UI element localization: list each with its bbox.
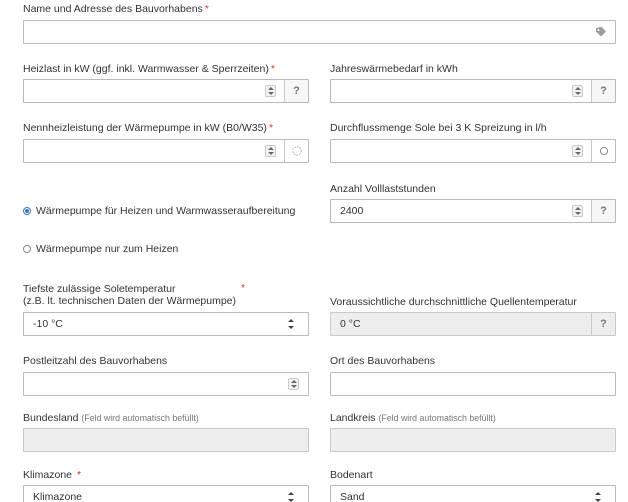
bodenart-select[interactable]: Sand	[330, 485, 616, 502]
volllast-help-button[interactable]: ?	[591, 200, 615, 222]
tag-icon	[596, 27, 607, 36]
select-arrow-icon	[595, 492, 601, 502]
tiefste-required: *	[241, 282, 246, 294]
heizlast-input[interactable]	[23, 79, 309, 103]
volllast-stepper[interactable]	[572, 205, 583, 217]
select-arrow-icon	[288, 319, 294, 329]
plz-label: Postleitzahl des Bauvorhabens	[23, 355, 168, 367]
quelle-label: Voraussichtliche durchschnittliche Quellentemperatur	[330, 296, 577, 308]
radio-selected-icon[interactable]	[23, 207, 31, 215]
durchfluss-stepper[interactable]	[572, 145, 583, 157]
radio-heizen-warmwasser[interactable]	[23, 205, 295, 217]
heizlast-label: Heizlast in kW (ggf. inkl. Warmwasser & Sperrzeiten) *	[23, 63, 275, 75]
heizlast-help-button[interactable]: ?	[284, 80, 308, 102]
bundesland-input	[23, 428, 309, 452]
tiefste-sublabel: (z.B. lt. technischen Daten der Wärmepumpe)	[23, 295, 237, 307]
radio-nur-heizen-label: Wärmepumpe nur zum Heizen	[36, 243, 179, 255]
quelle-input: 0 °C ?	[330, 312, 616, 336]
klimazone-label: Klimazone *	[23, 469, 82, 481]
ort-label: Ort des Bauvorhabens	[330, 355, 436, 367]
durchfluss-circle-button[interactable]	[591, 140, 615, 162]
jahreswaerme-stepper[interactable]	[572, 85, 583, 97]
bundesland-label: Bundesland (Feld wird automatisch befüllt)	[23, 412, 199, 424]
jahreswaerme-input[interactable]	[330, 79, 616, 103]
volllast-label: Anzahl Volllaststunden	[330, 183, 436, 195]
radio-unselected-icon[interactable]	[23, 245, 31, 253]
address-input[interactable]	[23, 20, 616, 44]
nennheiz-input[interactable]	[23, 139, 309, 163]
plz-input[interactable]	[23, 372, 309, 396]
nennheiz-stepper[interactable]	[265, 145, 276, 157]
radio-heizen-warmwasser-label: Wärmepumpe für Heizen und Warmwasseraufbereitung	[36, 205, 296, 217]
spinner-icon	[291, 145, 303, 157]
select-arrow-icon	[288, 492, 294, 502]
jahreswaerme-label: Jahreswärmebedarf in kWh	[330, 63, 458, 75]
quelle-help-button[interactable]: ?	[591, 313, 615, 335]
durchfluss-input[interactable]	[330, 139, 616, 163]
jahreswaerme-help-button[interactable]: ?	[591, 80, 615, 102]
klimazone-select[interactable]: Klimazone	[23, 485, 309, 502]
tiefste-select[interactable]: -10 °C	[23, 312, 309, 336]
ort-input[interactable]	[330, 372, 616, 396]
radio-nur-heizen[interactable]	[23, 243, 178, 255]
landkreis-label: Landkreis (Feld wird automatisch befüllt)	[330, 412, 496, 424]
tiefste-label: Tiefste zulässige Soletemperatur	[23, 283, 176, 295]
nennheiz-spinner-button[interactable]	[284, 140, 308, 162]
durchfluss-label: Durchflussmenge Sole bei 3 K Spreizung in l/h	[330, 122, 547, 134]
circle-icon	[598, 145, 610, 157]
volllast-input[interactable]: 2400 ?	[330, 199, 616, 223]
address-label: Name und Adresse des Bauvorhabens *	[23, 3, 209, 15]
bodenart-label: Bodenart	[330, 469, 373, 481]
nennheiz-label: Nennheizleistung der Wärmepumpe in kW (B0/W35) *	[23, 122, 274, 134]
landkreis-input	[330, 428, 616, 452]
plz-stepper[interactable]	[288, 378, 299, 390]
heizlast-stepper[interactable]	[265, 85, 276, 97]
